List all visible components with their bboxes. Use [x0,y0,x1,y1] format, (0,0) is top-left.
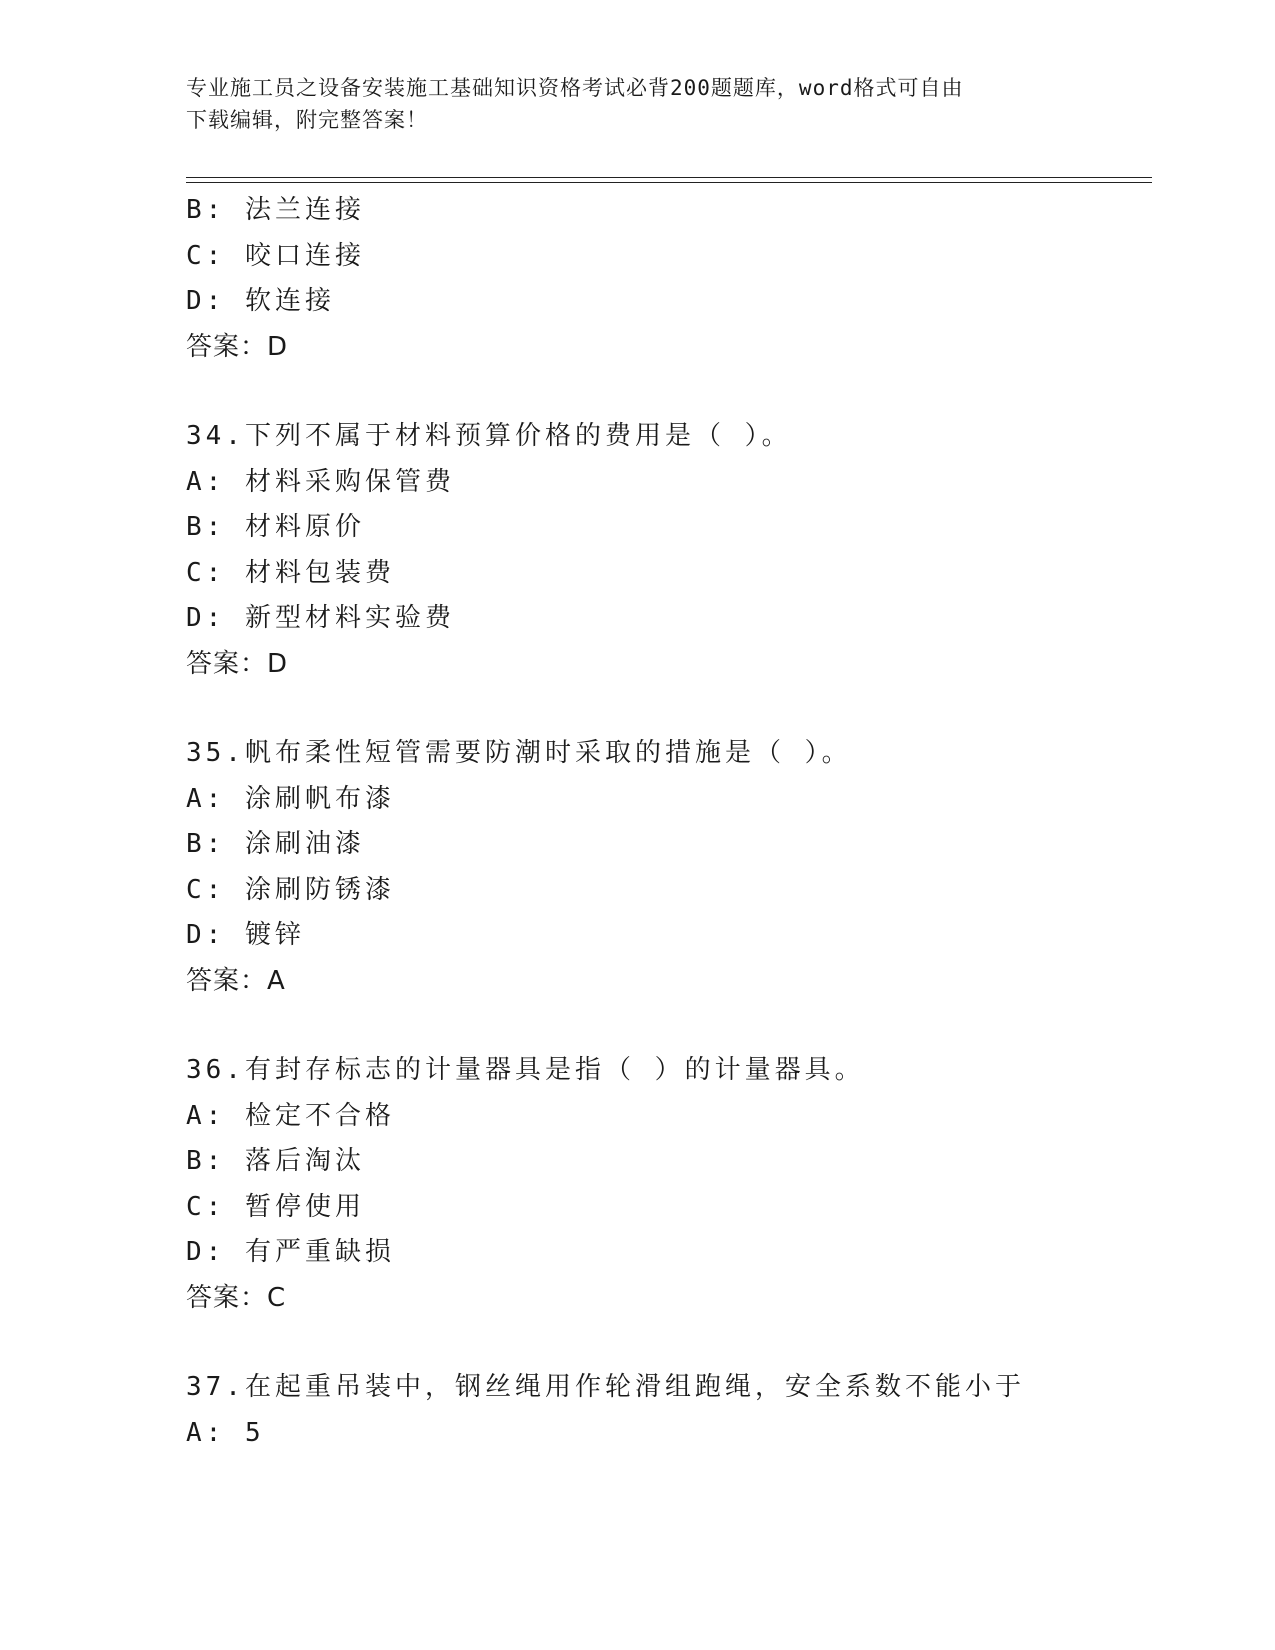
option-b: B: 法兰连接 [186,195,365,225]
question-continued [186,188,1152,370]
question-stem: 35.帆布柔性短管需要防潮时采取的措施是（ ）。 [186,738,852,768]
option-a: A: 5 [186,1417,265,1448]
header-line-1: 专业施工员之设备安装施工基础知识资格考试必背200题题库，word格式可自由 [186,76,964,100]
question-35 [186,731,1152,1004]
option-d: D: 有严重缺损 [186,1237,395,1267]
answer-line: 答案：A [186,965,286,996]
header-divider-bottom [186,182,1152,183]
question-34 [186,414,1152,687]
question-stem: 34.下列不属于材料预算价格的费用是（ ）。 [186,421,792,451]
option-a: A: 检定不合格 [186,1100,395,1131]
question-37 [186,1365,1152,1456]
answer-line: 答案：C [186,1282,287,1313]
option-c: C: 暂停使用 [186,1191,365,1222]
option-c: C: 涂刷防锈漆 [186,874,395,905]
option-a: A: 材料采购保管费 [186,466,455,497]
answer-line: 答案：D [186,648,289,679]
option-b: B: 材料原价 [186,512,365,542]
option-b: B: 落后淘汰 [186,1146,365,1176]
option-d: D: 软连接 [186,286,335,316]
question-list [186,188,1152,1456]
option-c: C: 材料包装费 [186,557,395,588]
option-b: B: 涂刷油漆 [186,829,365,859]
option-d: D: 镀锌 [186,920,305,950]
answer-line: 答案：D [186,331,289,362]
document-header [186,72,1066,136]
question-stem: 36.有封存标志的计量器具是指（ ）的计量器具。 [186,1055,865,1085]
header-divider-top [186,177,1152,178]
option-a: A: 涂刷帆布漆 [186,783,395,814]
header-line-2: 下载编辑，附完整答案！ [186,108,428,132]
question-stem: 37.在起重吊装中，钢丝绳用作轮滑组跑绳，安全系数不能小于 [186,1372,1025,1402]
question-36 [186,1048,1152,1321]
option-d: D: 新型材料实验费 [186,603,455,633]
option-c: C: 咬口连接 [186,240,365,271]
